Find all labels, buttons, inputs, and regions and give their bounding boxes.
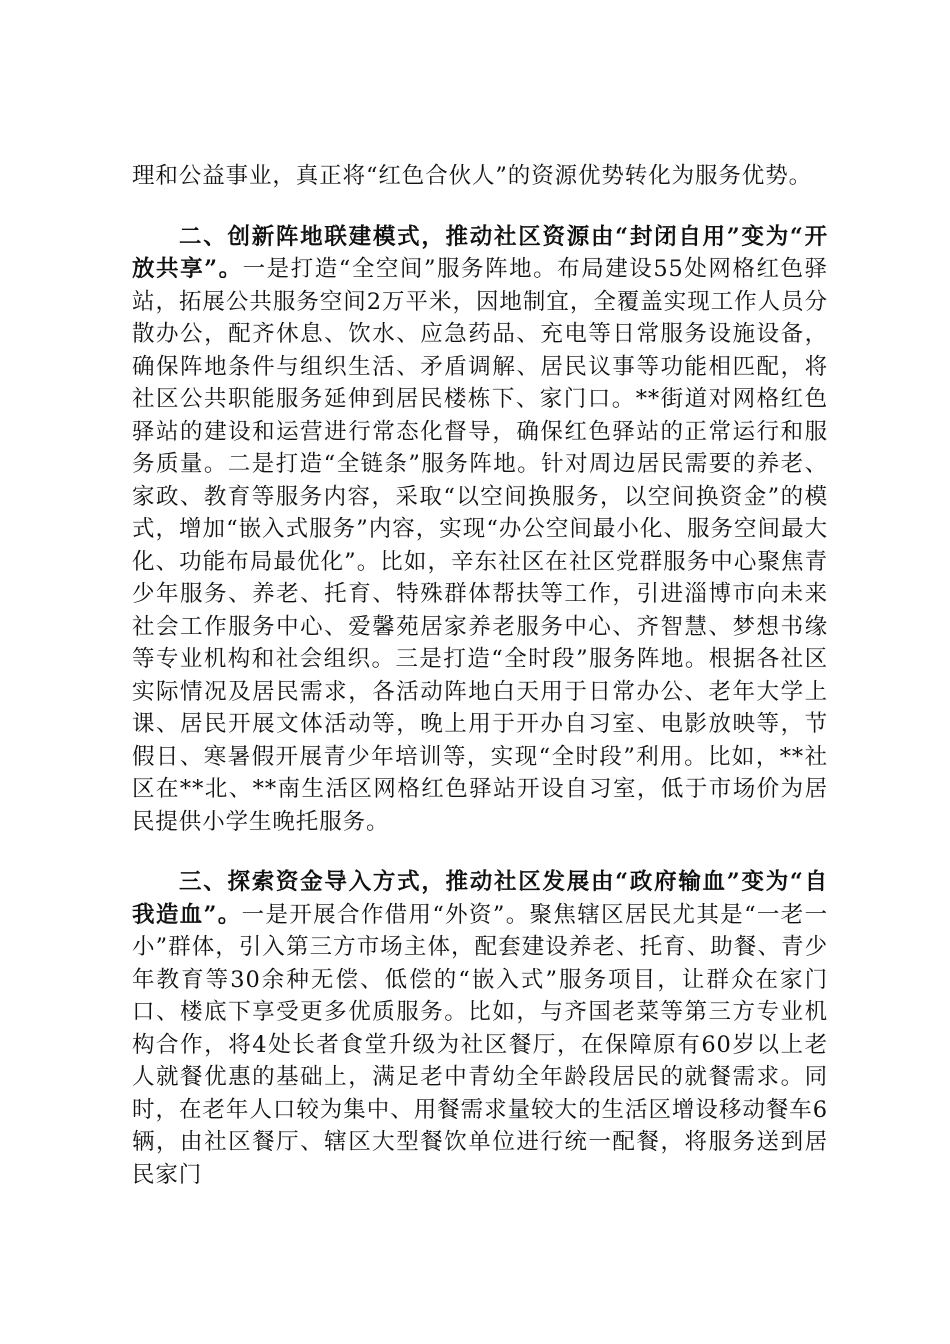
section-three-heading: 三、探索资金导入方式，推动社区发展由“政府输血”变为“自我造血”。 [132,869,828,928]
section-two-paragraph [132,221,828,839]
section-two-body: 一是打造“全空间”服务阵地。布局建设55处网格红色驿站，拓展公共服务空间2万平米，因地制宜，全覆盖实现工作人员分散办公，配齐休息、饮水、应急药品、充电等日常服务设施设备，确保阵地条件与组织生活、矛盾调解、居民议事等功能相匹配，将社区公共职能服务延伸到居民楼栋下、家门口。**街道对网格红色驿站的建设和运营进行常态化督导，确保红色驿站的正常运行和服务质量。二是打造“全链条”服务阵地。针对周边居民需要的养老、家政、教育等服务内容，采取“以空间换服务，以空间换资金”的模式，增加“嵌入式服务”内容，实现“办公空间最小化、服务空间最大化、功能布局最优化”。比如，辛东社区在社区党群服务中心聚焦青少年服务、养老、托育、特殊群体帮扶等工作，引进淄博市向未来社会工作服务中心、爱馨苑居家养老服务中心、齐智慧、梦想书缘等专业机构和社会组织。三是打造“全时段”服务阵地。根据各社区实际情况及居民需求，各活动阵地白天用于日常办公、老年大学上课、居民开展文体活动等，晚上用于开办自习室、电影放映等，节假日、寒暑假开展青少年培训等，实现“全时段”利用。比如，**社区在**北、**南生活区网格红色驿站开设自习室，低于市场价为居民提供小学生晚托服务。 [132,256,828,835]
section-three-paragraph [132,866,828,1191]
document-body [132,160,828,1191]
section-two-heading: 二、创新阵地联建模式，推动社区资源由“封闭自用”变为“开放共享”。 [132,223,828,282]
paragraph-body: 理和公益事业，真正将“红色合伙人”的资源优势转化为服务优势。 [132,163,813,189]
section-three-body: 一是开展合作借用“外资”。聚焦辖区居民尤其是“一老一小”群体，引入第三方市场主体，配套建设养老、托育、助餐、青少年教育等30余种无偿、低偿的“嵌入式”服务项目，让群众在家门口、楼底下享受更多优质服务。比如，与齐国老菜等第三方专业机构合作，将4处长者食堂升级为社区餐厅，在保障原有60岁以上老人就餐优惠的基础上，满足老中青幼全年龄段居民的就餐需求。同时，在老年人口较为集中、用餐需求量较大的生活区增设移动餐车6辆，由社区餐厅、辖区大型餐饮单位进行统一配餐，将服务送到居民家门 [132,901,828,1188]
paragraph-spacer [132,193,828,221]
paragraph-spacer [132,838,828,866]
paragraph-continuation [132,160,828,193]
